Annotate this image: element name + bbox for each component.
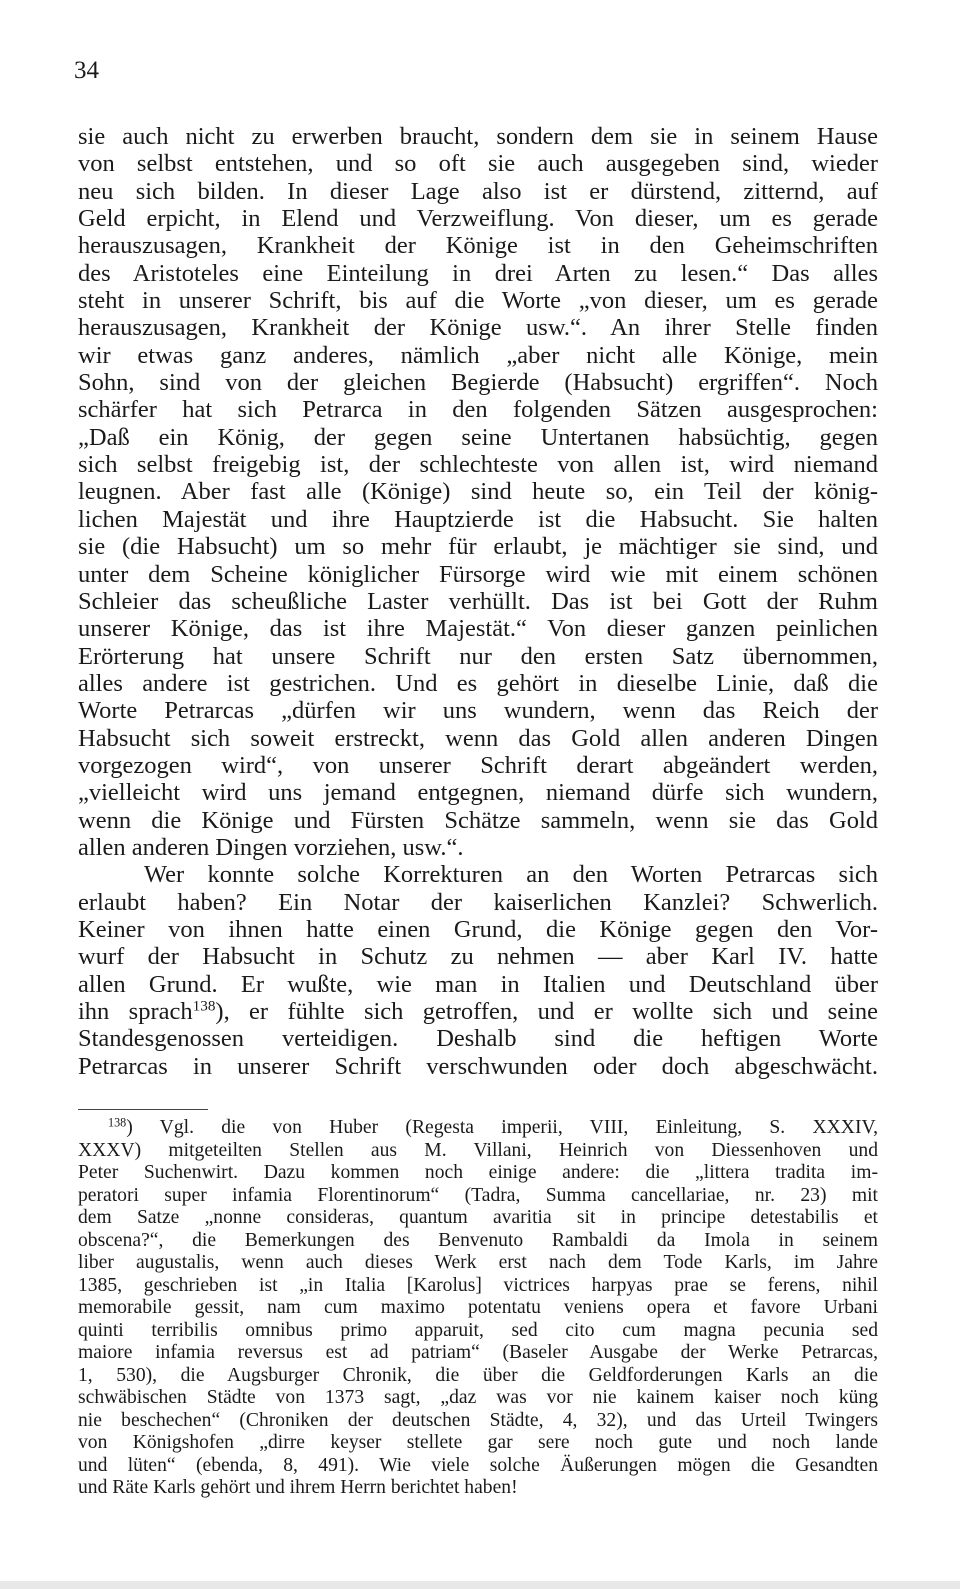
text-line: Worte Petrarcas „dürfen wir uns wundern, wenn das Reich der: [78, 697, 878, 725]
footnote-reference: 138: [192, 997, 216, 1015]
text-line: erlaubt haben? Ein Notar der kaiserlichen Kanzlei? Schwerlich.: [78, 888, 878, 916]
footnote-number: 138: [108, 1115, 127, 1130]
page-number: 34: [74, 57, 99, 84]
text-line: Erörterung hat unsere Schrift nur den ersten Satz übernommen,: [78, 642, 878, 670]
text-line: unserer Könige, das ist ihre Majestät.“ Von dieser ganzen peinlichen: [78, 615, 878, 643]
text-line: des Aristoteles eine Einteilung in drei Arten zu lesen.“ Das alles: [78, 259, 878, 287]
text-line: sich selbst freigebig ist, der schlechteste von allen ist, wird niemand: [78, 451, 878, 479]
footnote-line: 1, 530), die Augsburger Chronik, die über die Geldforderungen Karls an die: [78, 1364, 878, 1386]
footnote-line: XXXV) mitgeteilten Stellen aus M. Villani, Heinrich von Diessenhoven und: [78, 1139, 878, 1161]
text-line: Petrarcas in unserer Schrift verschwunden oder doch abgeschwächt.: [78, 1052, 878, 1080]
text-line: steht in unserer Schrift, bis auf die Worte „von dieser, um es gerade: [78, 287, 878, 315]
footnote-line: memorabile gessit, nam cum maximo potentatu veniens opera et favore Urbani: [78, 1297, 878, 1318]
text-line: Sohn, sind von der gleichen Begierde (Habsucht) ergriffen“. Noch: [78, 369, 878, 397]
text-line: wurf der Habsucht in Schutz zu nehmen — aber Karl IV. hatte: [78, 943, 878, 971]
text-line: leugnen. Aber fast alle (Könige) sind heute so, ein Teil der könig-: [78, 478, 878, 506]
text-line: herauszusagen, Krankheit der Könige ist in den Geheimschriften: [78, 232, 878, 260]
text-line: schärfer hat sich Petrarca in den folgenden Sätzen ausgesprochen:: [78, 396, 878, 424]
text-line: „vielleicht wird uns jemand entgegnen, niemand dürfe sich wundern,: [78, 779, 878, 807]
text-line: neu sich bilden. In dieser Lage also ist er dürstend, zitternd, auf: [78, 177, 878, 205]
text-line-with-footnote-ref: [78, 998, 878, 1025]
footnote-line: maiore infamia reversus est ad patriam“ (Baseler Ausgabe der Werke Petrarcas,: [78, 1342, 878, 1363]
footnote-line: [78, 1117, 878, 1140]
text-line: alles andere ist gestrichen. Und es gehört in dieselbe Linie, daß die: [78, 669, 878, 697]
text-line: wir etwas ganz anderes, nämlich „aber nicht alle Könige, mein: [78, 341, 878, 369]
footnote-line: von Königshofen „dirre keyser stellete gar sere noch gute und noch lande: [78, 1432, 878, 1453]
text-line: Schleier das scheußliche Laster verhüllt. Das ist bei Gott der Ruhm: [78, 587, 878, 615]
footnote-line: 1385, geschrieben ist „in Italia [Karolus] victrices harpyas prae se ferens, nihil: [78, 1274, 878, 1296]
text-line: allen Grund. Er wußte, wie man in Italien und Deutschland über: [78, 970, 878, 998]
text-line: Keiner von ihnen hatte einen Grund, die Könige gegen den Vor-: [78, 915, 878, 943]
footnote-text: ) Vgl. die von Huber (Regesta imperii, VIII, Einleitung, S. XXXIV,: [126, 1117, 878, 1138]
text-line: Geld erpicht, in Elend und Verzweiflung. Von dieser, um es gerade: [78, 205, 878, 233]
page-edge: [0, 1581, 960, 1589]
footnote-line: und Räte Karls gehört und ihrem Herrn berichtet haben!: [78, 1477, 518, 1498]
footnote-line: obscena?“, die Bemerkungen des Benvenuto Rambaldi da Imola in seinem: [78, 1229, 878, 1251]
text-line: „Daß ein König, der gegen seine Untertanen habsüchtig, gegen: [78, 423, 878, 451]
text-line: vorgezogen wird“, von unserer Schrift derart abgeändert werden,: [78, 751, 878, 779]
text-line: von selbst entstehen, und so oft sie auch ausgegeben sind, wieder: [78, 150, 878, 178]
footnote-line: schwäbischen Städte von 1373 sagt, „daz was vor nie kainem kaiser noch küng: [78, 1387, 878, 1408]
footnote-line: Peter Suchenwirt. Dazu kommen noch einige andere: die „littera tradita im-: [78, 1162, 878, 1183]
footnote-line: peratori super infamia Florentinorum“ (Tadra, Summa cancellariae, nr. 23) mit: [78, 1184, 878, 1206]
text-line: Wer konnte solche Korrekturen an den Worten Petrarcas sich: [144, 861, 878, 889]
text-line: unter dem Scheine königlicher Fürsorge wird wie mit einem schönen: [78, 560, 878, 588]
footnote-line: liber augustalis, wenn auch dieses Werk erst nach dem Tode Karls, im Jahre: [78, 1252, 878, 1273]
text-line: Standesgenossen verteidigen. Deshalb sind die heftigen Worte: [78, 1025, 878, 1053]
text-fragment: ihn sprach: [78, 998, 193, 1025]
text-fragment: ), er fühlte sich getroffen, und er wollte sich und seine: [215, 998, 878, 1025]
text-line: herauszusagen, Krankheit der Könige usw.“. An ihrer Stelle finden: [78, 314, 878, 342]
text-line: sie auch nicht zu erwerben braucht, sondern dem sie in seinem Hause: [78, 123, 878, 150]
text-line: allen anderen Dingen vorziehen, usw.“.: [78, 833, 464, 861]
footnotes: [78, 1117, 878, 1500]
footnote-line: quinti terribilis omnibus primo apparuit, sed cito cum magna pecunia sed: [78, 1319, 878, 1341]
text-line: sie (die Habsucht) um so mehr für erlaubt, je mächtiger sie sind, und: [78, 533, 878, 561]
main-text: [78, 123, 878, 1080]
text-line: wenn die Könige und Fürsten Schätze sammeln, wenn sie das Gold: [78, 806, 878, 834]
text-line: lichen Majestät und ihre Hauptzierde ist die Habsucht. Sie halten: [78, 505, 878, 533]
footnote-line: nie beschechen“ (Chroniken der deutschen Städte, 4, 32), und das Urteil Twingers: [78, 1409, 878, 1431]
footnote-line: dem Satze „nonne consideras, quantum avaritia sit in principe detestabilis et: [78, 1207, 878, 1228]
text-line: Habsucht sich soweit erstreckt, wenn das Gold allen anderen Dingen: [78, 724, 878, 752]
footnote-line: und lüten“ (ebenda, 8, 491). Wie viele solche Äußerungen mögen die Gesandten: [78, 1454, 878, 1476]
footnote-divider: [78, 1109, 208, 1110]
